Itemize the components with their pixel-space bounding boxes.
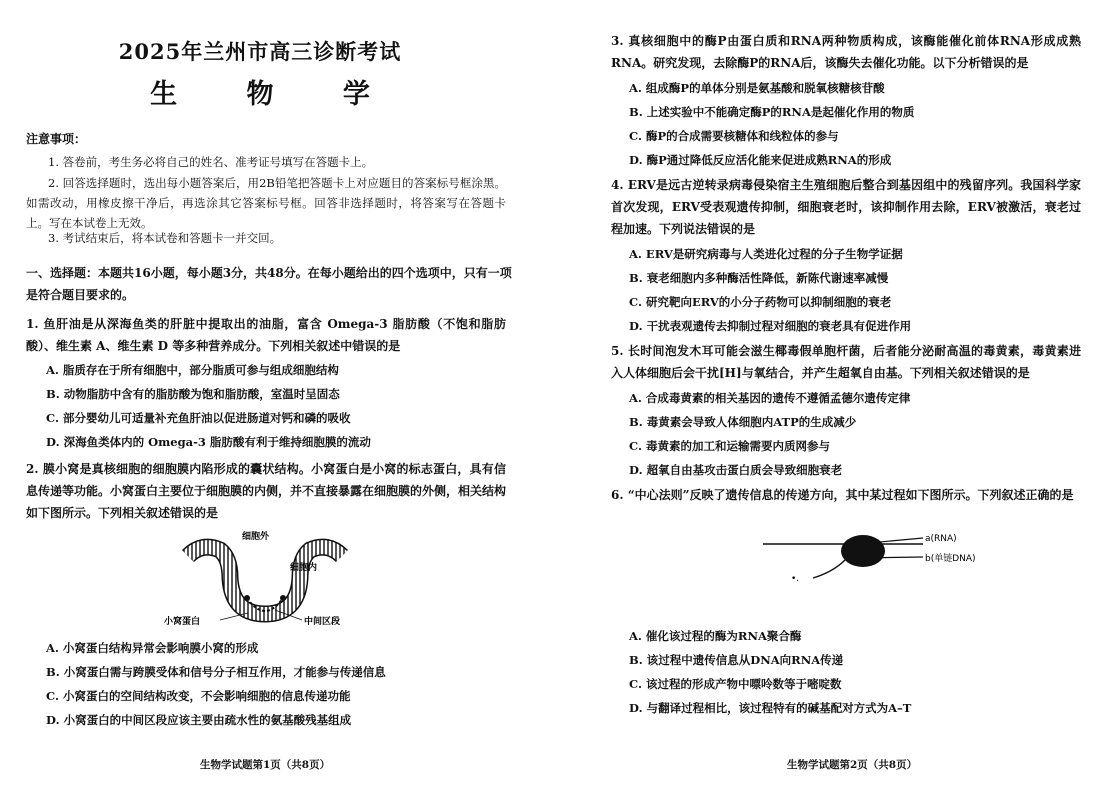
q2-option-a: A. 小窝蛋白结构异常会影响膜小窝的形成: [46, 641, 259, 655]
caveola-membrane-diagram: [150, 528, 390, 632]
q1-option-c: C. 部分婴幼儿可适量补充鱼肝油以促进肠道对钙和磷的吸收: [46, 411, 351, 425]
product-strand: [813, 560, 845, 578]
q2-option-b: B. 小窝蛋白需与跨膜受体和信号分子相互作用，才能参与传递信息: [46, 665, 386, 679]
caveolin-end: [280, 595, 286, 601]
label-caveolin: 小窝蛋白: [164, 617, 201, 627]
q3-option-c: C. 酶P的合成需要核糖体和线粒体的参与: [629, 129, 839, 143]
membrane-bilayer-outline: [188, 547, 342, 614]
notice-item-3: 3. 考试结束后，将本试卷和答题卡一并交回。: [48, 231, 282, 245]
exam-subject: 生 物 学: [150, 79, 400, 110]
question-2-stem: 2. 膜小窝是真核细胞的细胞膜内陷形成的囊状结构。小窝蛋白是小窝的标志蛋白，具有信息传递等功能。小窝蛋白主要位于细胞膜的内侧，并不直接暴露在细胞膜的外侧，相关结构如下图所示。下列相关叙述错误的是: [26, 462, 507, 520]
q5-option-d: D. 超氧自由基攻击蛋白质会导致细胞衰老: [629, 463, 843, 477]
q6-option-d: D. 与翻译过程相比，该过程特有的碱基配对方式为A–T: [629, 701, 912, 715]
q2-option-d: D. 小窝蛋白的中间区段应该主要由疏水性的氨基酸残基组成: [46, 713, 352, 727]
enzyme-blob: [841, 535, 885, 567]
q5-option-a: A. 合成毒黄素的相关基因的遗传不遵循孟德尔遗传定律: [629, 391, 911, 405]
notice-heading: 注意事项：: [26, 132, 87, 146]
q4-option-d: D. 干扰表观遗传去抑制过程对细胞的衰老具有促进作用: [629, 319, 912, 333]
right-page: [553, 0, 1106, 800]
q5-option-b: B. 毒黄素会导致人体细胞内ATP的生成减少: [629, 415, 857, 429]
notice-item-2: 2. 回答选择题时，选出每小题答案后，用2B铅笔把答题卡上对应题目的答案标号框涂黑。如需改动，用橡皮擦干净后，再选涂其它答案标号框。回答非选择题时，将答案写在答题卡上。写在本试卷上无效。: [26, 176, 506, 230]
label-inside: 细胞内: [290, 563, 318, 573]
q4-option-a: A. ERV是研究病毒与人类进化过程的分子生物学证据: [629, 247, 903, 261]
q6-option-b: B. 该过程中遗传信息从DNA向RNA传递: [629, 653, 844, 667]
membrane-bilayer: [188, 547, 342, 614]
q3-option-d: D. 酶P通过降低反应活化能来促进成熟RNA的形成: [629, 153, 892, 167]
question-1-stem: 1. 鱼肝油是从深海鱼类的肝脏中提取出的油脂，富含 Omega-3 脂肪酸（不饱和脂肪酸）、维生素 A、维生素 D 等多种营养成分。下列相关叙述中错误的是: [26, 317, 506, 353]
q6-option-a: A. 催化该过程的酶为RNA聚合酶: [629, 629, 802, 643]
label-b-ssdna: b(单链DNA): [925, 554, 976, 564]
q6-option-c: C. 该过程的形成产物中嘌呤数等于嘧啶数: [629, 677, 842, 691]
q5-option-c: C. 毒黄素的加工和运输需要内质网参与: [629, 439, 830, 453]
question-3-stem: 3. 真核细胞中的酶P由蛋白质和RNA两种物质构成，该酶能催化前体RNA形成成熟RNA。研究发现，去除酶P的RNA后，该酶失去催化功能。以下分析错误的是: [611, 34, 1081, 70]
question-5-stem: 5. 长时间泡发木耳可能会滋生椰毒假单胞杆菌，后者能分泌耐高温的毒黄素，毒黄素进入人体细胞后会干扰[H]与氧结合，并产生超氧自由基。下列相关叙述错误的是: [611, 344, 1081, 380]
label-outside: 细胞外: [242, 532, 270, 542]
section-heading: 一、选择题：本题共16小题，每小题3分，共48分。在每小题给出的四个选项中，只有一项是符合题目要求的。: [26, 266, 512, 302]
page-footer-1: 生物学试题第1页（共8页）: [200, 759, 331, 771]
label-a-rna: a(RNA): [925, 534, 957, 544]
q3-option-b: B. 上述实验中不能确定酶P的RNA是起催化作用的物质: [629, 105, 915, 119]
question-4-stem: 4. ERV是远古逆转录病毒侵染宿主生殖细胞后整合到基因组中的残留序列。我国科学家首次发现，ERV受表观遗传抑制，细胞衰老时，该抑制作用去除，ERV被激活，衰老过程加速。下列说法错误的是: [611, 178, 1081, 236]
exam-title: 2025年兰州市高三诊断考试: [118, 39, 402, 64]
q4-option-b: B. 衰老细胞内多种酶活性降低，新陈代谢速率减慢: [629, 271, 889, 285]
q1-option-d: D. 深海鱼类体内的 Omega-3 脂肪酸有利于维持细胞膜的流动: [46, 435, 371, 449]
q1-option-a: A. 脂质存在于所有细胞中，部分脂质可参与组成细胞结构: [46, 363, 339, 377]
q1-option-b: B. 动物脂肪中含有的脂肪酸为饱和脂肪酸，室温时呈固态: [46, 387, 340, 401]
q2-option-c: C. 小窝蛋白的空间结构改变，不会影响细胞的信息传递功能: [46, 689, 351, 703]
strand-end-mark: •.: [791, 574, 800, 584]
notice-item-1: 1. 答卷前，考生务必将自己的姓名、准考证号填写在答题卡上。: [48, 155, 374, 169]
transcription-diagram: [763, 524, 993, 588]
q4-option-c: C. 研究靶向ERV的小分子药物可以抑制细胞的衰老: [629, 295, 892, 309]
caveolin-end: [244, 595, 250, 601]
page-footer-2: 生物学试题第2页（共8页）: [787, 759, 918, 771]
question-6-stem: 6. “中心法则”反映了遗传信息的传递方向，其中某过程如下图所示。下列叙述正确的是: [611, 488, 1074, 502]
q3-option-a: A. 组成酶P的单体分别是氨基酸和脱氧核糖核苷酸: [629, 81, 885, 95]
label-middle-segment: 中间区段: [304, 617, 341, 627]
